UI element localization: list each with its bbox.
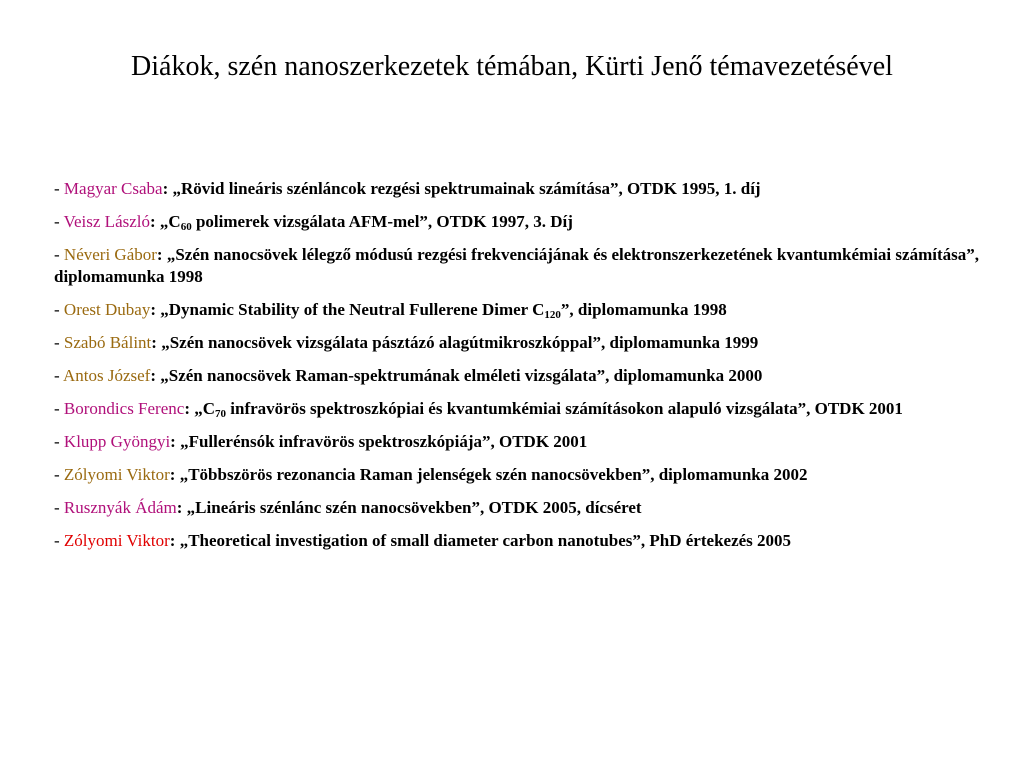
list-item [54,211,984,233]
thesis-info: : „Többszörös rezonancia Raman jelenségek szén nanocsövekben”, diplomamunka 2002 [169,465,808,484]
list-dash: - [54,300,64,319]
list-item [54,178,984,200]
list-dash: - [54,531,64,550]
list-item [54,530,984,552]
list-dash: - [54,366,63,385]
slide-title: Diákok, szén nanoszerkezetek témában, Kürti Jenő témavezetésével [131,51,893,82]
student-name: Zólyomi Viktor [63,465,170,484]
list-dash: - [54,465,64,484]
student-name: Borondics Ferenc [63,399,185,418]
student-name: Antos József [62,366,151,385]
thesis-info: : „Fullerénsók infravörös spektroszkópiája”, OTDK 2001 [170,432,588,451]
thesis-info: : „Lineáris szénlánc szén nanocsövekben”, OTDK 2005, dícséret [176,498,642,517]
list-item [54,464,984,486]
list-item [54,365,984,387]
thesis-info: : „Rövid lineáris szénláncok rezgési spektrumainak számítása”, OTDK 1995, 1. díj [162,179,761,198]
list-item [54,431,984,453]
formula-subscript: 120 [544,309,561,321]
thesis-info: : „Szén nanocsövek vizsgálata pásztázó alagútmikroszkóppal”, diplomamunka 1999 [151,333,759,352]
list-item [54,332,984,354]
thesis-info-end: ”, diplomamunka 1998 [560,300,727,319]
thesis-info-end: infravörös spektroszkópiai és kvantumkémiai számításokon alapuló vizsgálata”, OTDK 2001 [226,399,903,418]
list-dash: - [54,245,64,264]
list-dash: - [54,212,64,231]
list-dash: - [54,333,64,352]
list-dash: - [54,399,64,418]
list-item [54,299,984,321]
student-name: Néveri Gábor [63,245,157,264]
formula-subscript: 60 [180,221,192,233]
formula-subscript: 70 [215,408,227,420]
thesis-info-start: : „C [150,212,181,231]
student-list [54,178,984,563]
student-name: Veisz László [63,212,150,231]
list-item [54,398,984,420]
student-name: Rusznyák Ádám [63,498,177,517]
student-name: Orest Dubay [63,300,151,319]
thesis-info: : „Szén nanocsövek lélegző módusú rezgési frekvenciájának és elektronszerkezetének kvantumkémiai számítása”, diplomamunka 1998 [54,245,979,286]
thesis-info-end: polimerek vizsgálata AFM-mel”, OTDK 1997, 3. Díj [191,212,573,231]
thesis-info: : „Theoretical investigation of small diameter carbon nanotubes”, PhD értekezés 2005 [169,531,792,550]
thesis-info-start: : „C [184,399,216,418]
student-name: Zólyomi Viktor [63,531,170,550]
student-name: Magyar Csaba [63,179,163,198]
list-item [54,497,984,519]
list-item [54,244,984,288]
student-name: Szabó Bálint [63,333,152,352]
student-name: Klupp Gyöngyi [63,432,171,451]
thesis-info: : „Szén nanocsövek Raman-spektrumának elméleti vizsgálata”, diplomamunka 2000 [150,366,763,385]
list-dash: - [54,498,64,517]
list-dash: - [54,432,64,451]
thesis-info-start: : „Dynamic Stability of the Neutral Fullerene Dimer C [150,300,545,319]
list-dash: - [54,179,64,198]
